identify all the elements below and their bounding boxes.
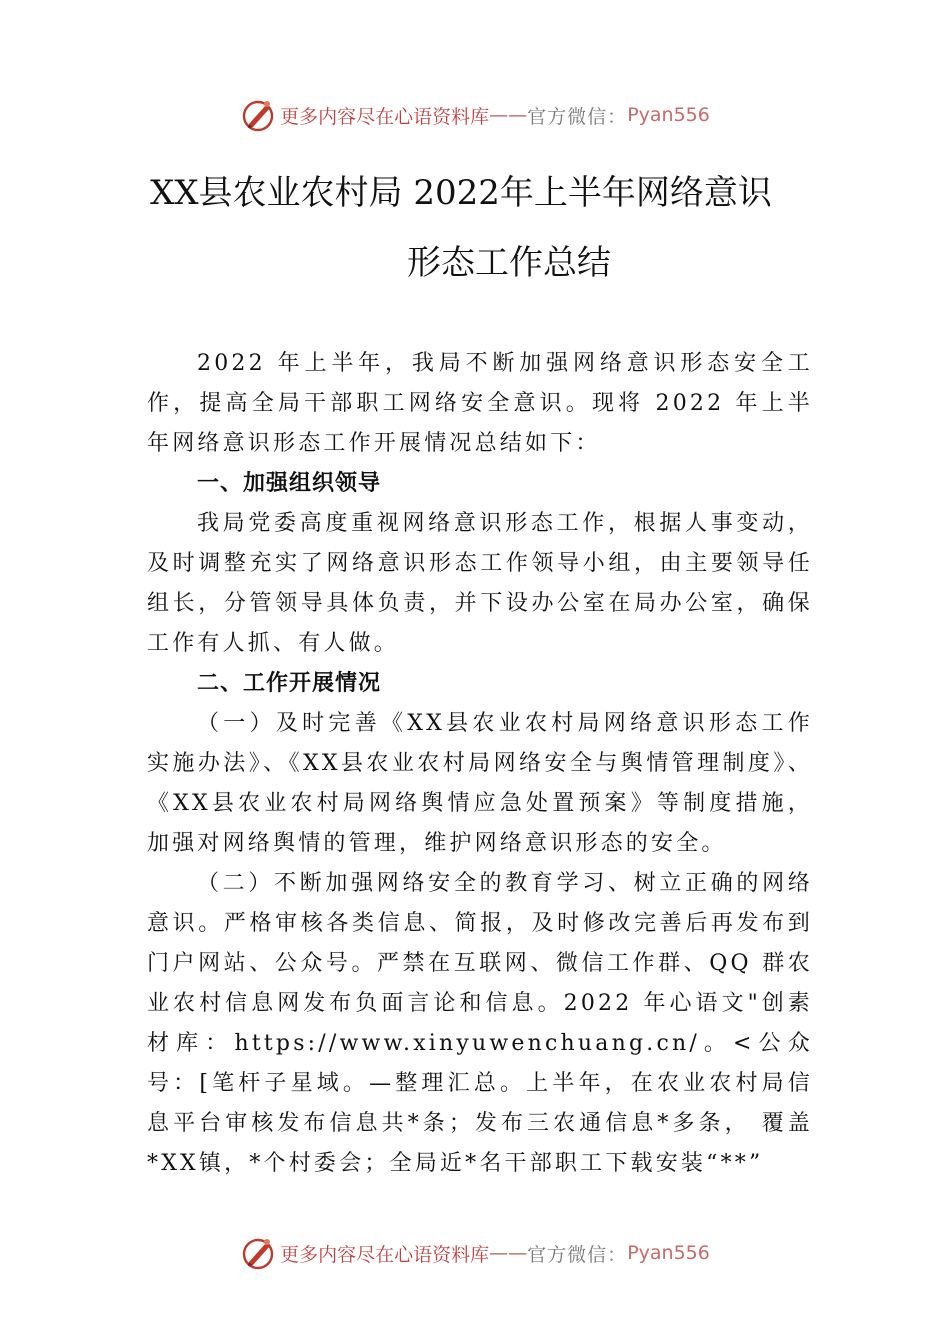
- watermark-label: 官方微信：: [527, 105, 628, 128]
- section2-item1-paragraph: （一）及时完善《XX县农业农村局网络意识形态工作实施办法》、《XX县农业农村局网络安全与舆情管理制度》、《XX县农业农村局网络舆情应急处置预案》等制度措施，加强对网络舆情的管理，维护网络意识形态的安全。: [147, 711, 813, 856]
- pen-seal-logo-icon: [240, 1235, 276, 1271]
- watermark-slogan: 更多内容尽在心语资料库: [280, 105, 490, 128]
- section1-paragraph: 我局党委高度重视网络意识形态工作，根据人事变动，及时调整充实了网络意识形态工作领导小组，由主要领导任组长，分管领导具体负责，并下设办公室在局办公室，确保工作有人抓、有人做。: [147, 511, 813, 656]
- section2-heading: 二、工作开展情况: [197, 671, 382, 696]
- watermark-wechat-id: Pyan556: [627, 1242, 710, 1264]
- watermark-dash: ——: [489, 1242, 528, 1264]
- watermark-footer: [0, 1231, 950, 1275]
- watermark-header: [0, 93, 950, 137]
- watermark-dash: ——: [489, 104, 528, 126]
- document-body: [147, 344, 813, 1184]
- section2-item2-paragraph: （二）不断加强网络安全的教育学习、树立正确的网络意识。严格审核各类信息、简报，及时修改完善后再发布到门户网站、公众号。严禁在互联网、微信工作群、QQ 群农业农村信息网发布负面言论和信息。2022 年心语文"创素材库：https://www.xinyuwenchuang.cn/。<公众号：[笔杆子星域。—整理汇总。上半年，在农业农村局信息平台审核发布信息共*条；发布三农通信息*多条， 覆盖*XX镇，*个村委会；全局近*名干部职工下载安装“**”: [147, 871, 813, 1176]
- section1-heading: 一、加强组织领导: [197, 471, 382, 496]
- document-title-line1: XX县农业农村局 2022年上半年网络意识: [150, 173, 772, 213]
- pen-seal-logo-icon: [240, 97, 276, 133]
- watermark-slogan: 更多内容尽在心语资料库: [280, 1243, 490, 1266]
- document-title-line2: 形态工作总结: [407, 243, 611, 283]
- watermark-wechat-id: Pyan556: [627, 104, 710, 126]
- intro-paragraph: 2022 年上半年，我局不断加强网络意识形态安全工作，提高全局干部职工网络安全意识。现将 2022 年上半年网络意识形态工作开展情况总结如下：: [147, 351, 813, 456]
- watermark-label: 官方微信：: [527, 1243, 628, 1266]
